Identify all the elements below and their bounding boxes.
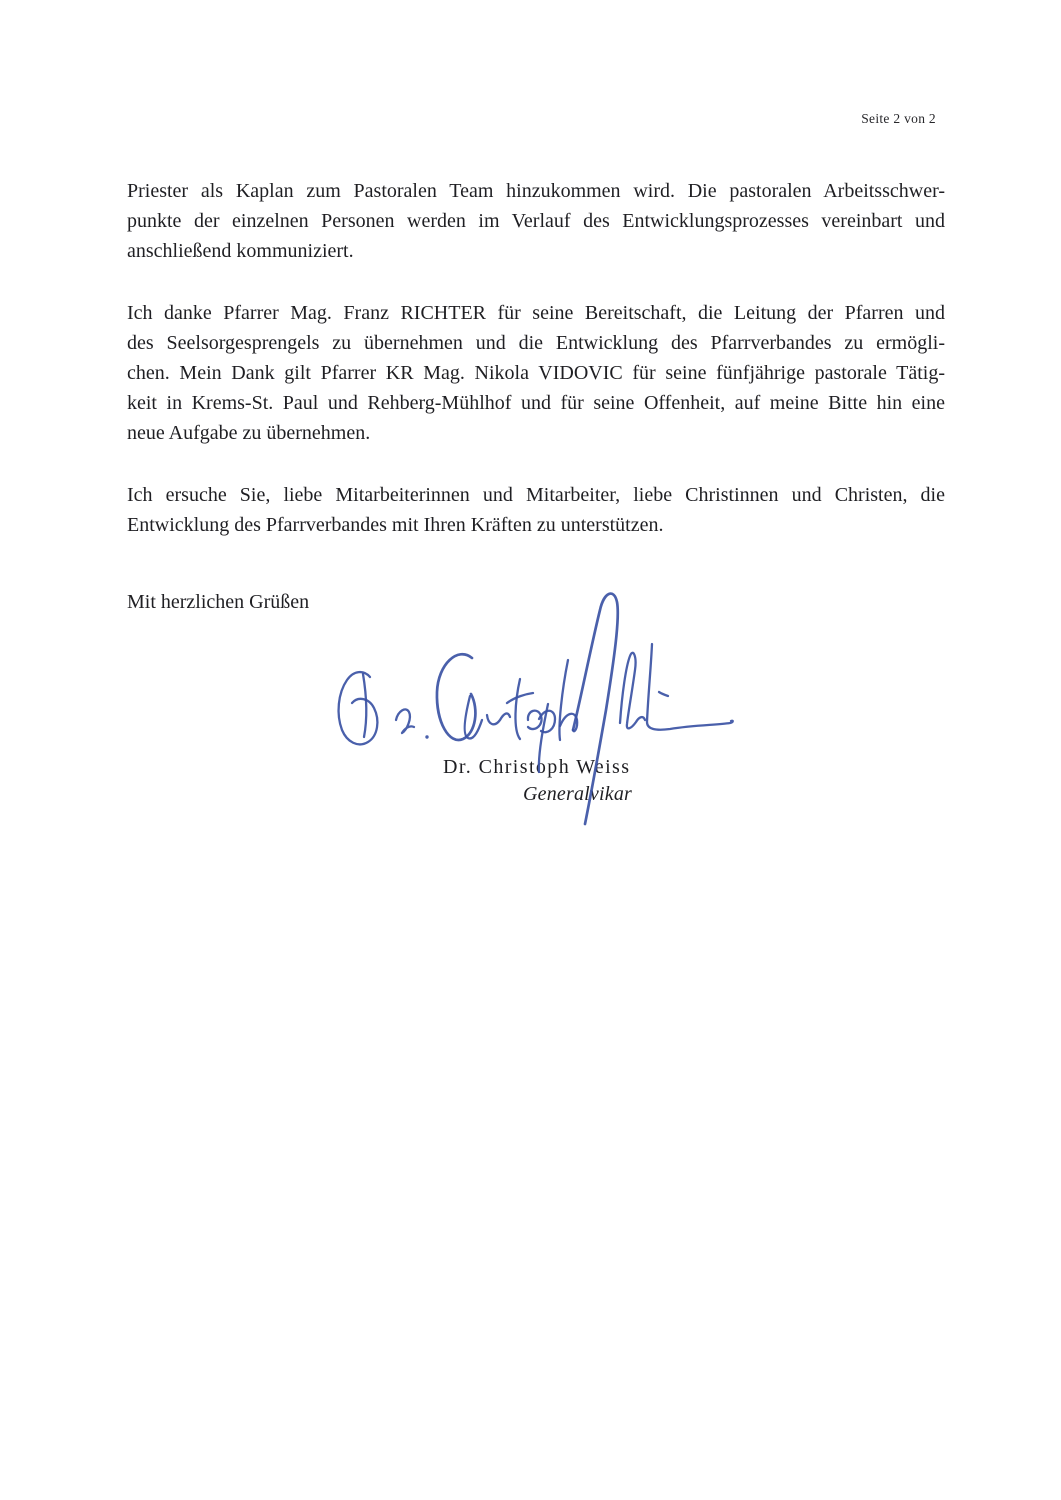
page-number: Seite 2 von 2 bbox=[861, 111, 936, 126]
paragraph bbox=[127, 480, 945, 540]
paragraph bbox=[127, 176, 945, 266]
signatory-title: Generalvikar bbox=[523, 783, 633, 805]
paragraph-line: des Seelsorgesprengels zu übernehmen und die Entwicklung des Pfarrverbandes zu ermögli- bbox=[127, 332, 945, 354]
paragraph-line: Priester als Kaplan zum Pastoralen Team hinzukommen wird. Die pastoralen Arbeitsschwer- bbox=[127, 180, 945, 202]
paragraph-line: chen. Mein Dank gilt Pfarrer KR Mag. Nikola VIDOVIC für seine fünfjährige pastorale Tätig- bbox=[127, 362, 945, 384]
paragraph-line: Ich danke Pfarrer Mag. Franz RICHTER für seine Bereitschaft, die Leitung der Pfarren und bbox=[127, 302, 945, 324]
paragraph bbox=[127, 298, 945, 448]
signatory-name: Dr. Christoph Weiss bbox=[443, 756, 631, 778]
paragraph-line: keit in Krems-St. Paul und Rehberg-Mühlhof und für seine Offenheit, auf meine Bitte hin eine bbox=[127, 392, 945, 414]
closing-salutation: Mit herzlichen Grüßen bbox=[127, 591, 310, 613]
paragraph-line: Ich ersuche Sie, liebe Mitarbeiterinnen und Mitarbeiter, liebe Christinnen und Christen, die bbox=[127, 484, 945, 506]
letter-body bbox=[127, 176, 945, 617]
paragraph-line: neue Aufgabe zu übernehmen. bbox=[127, 422, 371, 444]
paragraph-line: Entwicklung des Pfarrverbandes mit Ihren Kräften zu unterstützen. bbox=[127, 514, 664, 536]
paragraph-line: punkte der einzelnen Personen werden im Verlauf des Entwicklungsprozesses vereinbart und bbox=[127, 210, 945, 232]
paragraph-line: anschließend kommuniziert. bbox=[127, 240, 354, 262]
